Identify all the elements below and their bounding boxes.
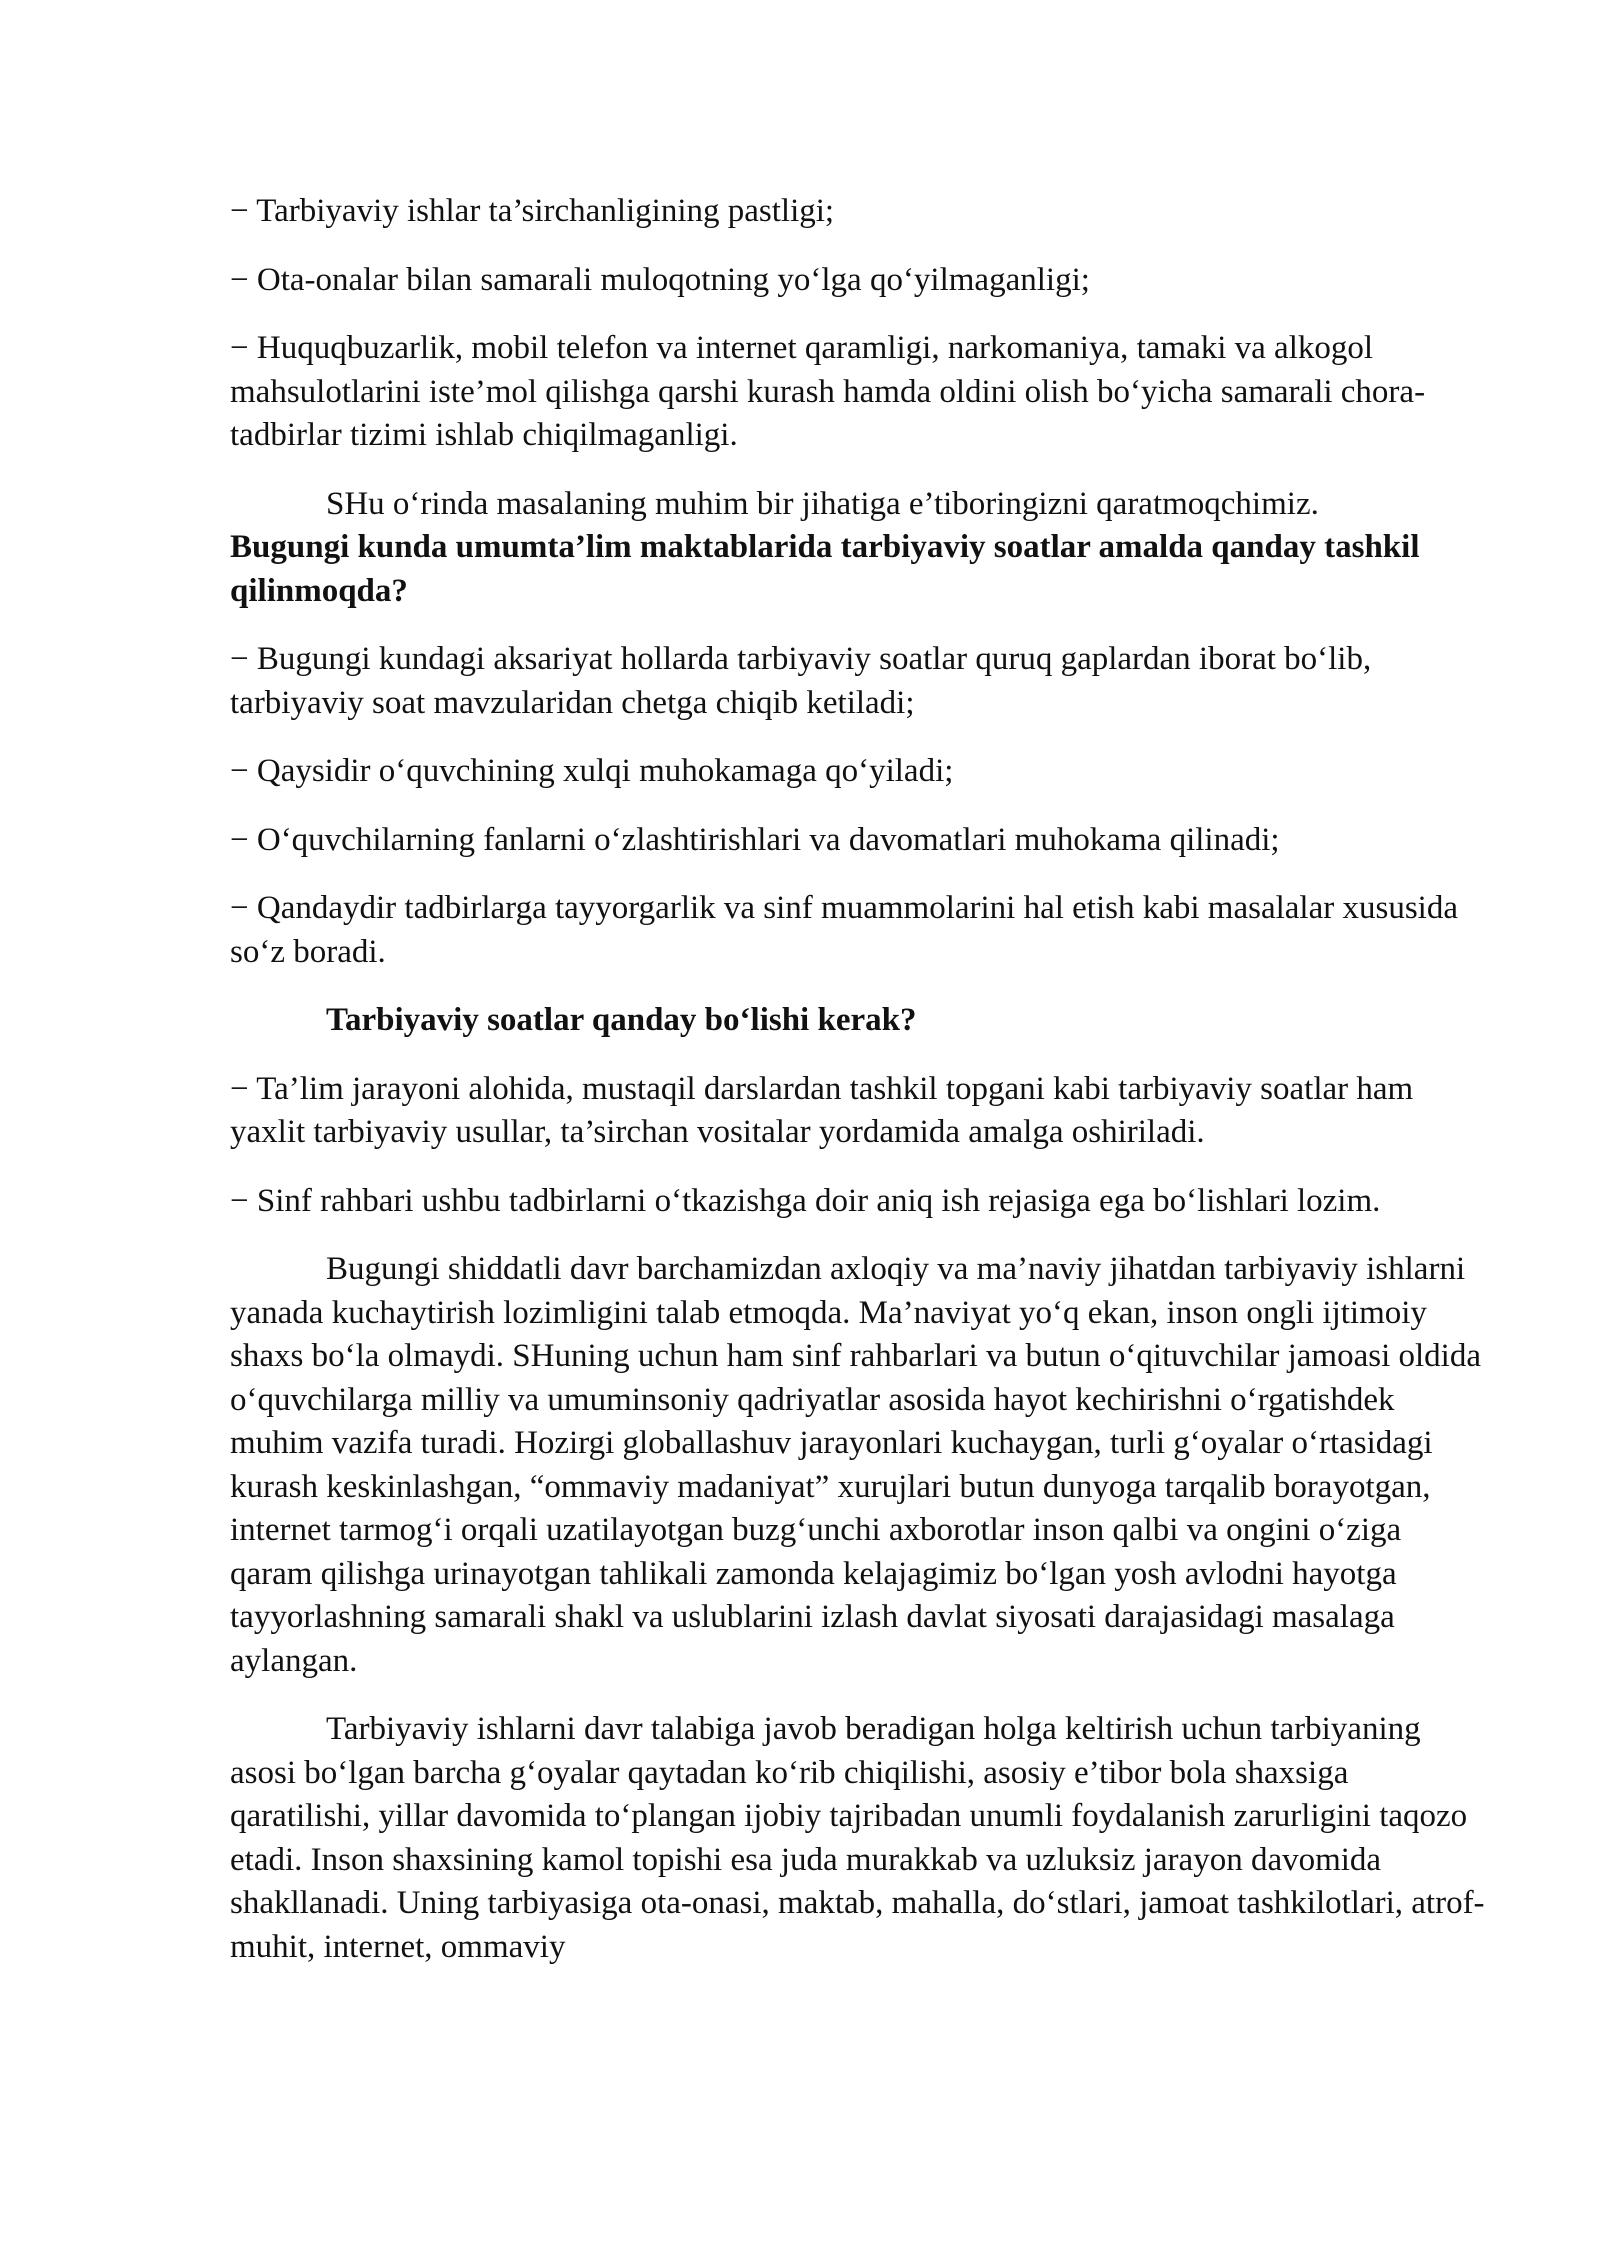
question-heading-1: Bugungi kunda umumta’lim maktablarida tarbiyaviy soatlar amalda qanday tashkil qilinmoqda? xyxy=(230,529,1420,609)
list-item-methods: − Ta’lim jarayoni alohida, mustaqil darslardan tashkil topgani kabi tarbiyaviy soatlar ham yaxlit tarbiyaviy usullar, ta’sirchan vositalar yordamida amalga oshiriladi. xyxy=(230,1070,1414,1150)
intro-paragraph xyxy=(230,483,1490,614)
list-item-attendance: − O‘quvchilarning fanlarni o‘zlashtirishlari va davomatlari muhokama qilinadi; xyxy=(230,821,1280,858)
question-heading-2: Tarbiyaviy soatlar qanday bo‘lishi kerak? xyxy=(326,1002,917,1038)
body-paragraph-2: Tarbiyaviy ishlarni davr talabiga javob beradigan holga keltirish uchun tarbiyaning asosi bo‘lgan barcha g‘oyalar qaytadan ko‘rib chiqilishi, asosiy e’tibor bola shaxsiga qaratilishi, yillar davomida to‘plangan ijobiy tajribadan unumli foydalanish zarurligini taqozo etadi. Inson shaxsining kamol topishi esa juda murakkab va uzluksiz jarayon davomida shakllanadi. Uning tarbiyasiga ota-onasi, maktab, mahalla, do‘stlari, jamoat tashkilotlari, atrof-muhit, internet, ommaviy xyxy=(230,1711,1485,1965)
list-item-preparation: − Qandaydir tadbirlarga tayyorgarlik va sinf muammolarini hal etish kabi masalalar xususida so‘z boradi. xyxy=(230,890,1458,970)
list-item-effectiveness: − Tarbiyaviy ishlar ta’sirchanligining pastligi; xyxy=(230,193,835,229)
list-item-plan: − Sinf rahbari ushbu tadbirlarni o‘tkazishga doir aniq ish rejasiga ega bo‘lishlari lozim. xyxy=(230,1182,1381,1219)
body-paragraph-1: Bugungi shiddatli davr barchamizdan axloqiy va ma’naviy jihatdan tarbiyaviy ishlarni yanada kuchaytirish lozimligini talab etmoqda. Ma’naviyat yo‘q ekan, inson ongli ijtimoiy shaxs bo‘la olmaydi. SHuning uchun ham sinf rahbarlari va butun o‘qituvchilar jamoasi oldida o‘quvchilarga milliy va umuminsoniy qadriyatlar asosida hayot kechirishni o‘rgatishdek muhim vazifa turadi. Hozirgi globallashuv jarayonlari kuchaygan, turli g‘oyalar o‘rtasidagi kurash keskinlashgan, “ommaviy madaniyat” xurujlari butun dunyoga tarqalib borayotgan, internet tarmog‘i orqali uzatilayotgan buzg‘unchi axborotlar inson qalbi va ongini o‘ziga qaram qilishga urinayotgan tahlikali zamonda kelajagimiz bo‘lgan yosh avlodni hayotga tayyorlashning samarali shakl va uslublarini izlash davlat siyosati darajasidagi masalaga aylangan. xyxy=(230,1251,1481,1679)
intro-sentence: SHu o‘rinda masalaning muhim bir jihatiga e’tiboringizni qaratmoqchimiz. xyxy=(326,485,1319,522)
list-item-offenses: − Huquqbuzarlik, mobil telefon va internet qaramligi, narkomaniya, tamaki va alkogol mahsulotlarini iste’mol qilishga qarshi kurash hamda oldini olish bo‘yicha samarali chora-tadbirlar tizimi ishlab chiqilmaganligi. xyxy=(230,330,1426,453)
document-page xyxy=(230,190,1490,1969)
list-item-empty-talk: − Bugungi kundagi aksariyat hollarda tarbiyaviy soatlar quruq gaplardan iborat bo‘lib, tarbiyaviy soat mavzularidan chetga chiqib ketiladi; xyxy=(230,641,1372,721)
list-item-parents: − Ota-onalar bilan samarali muloqotning yo‘lga qo‘yilmaganligi; xyxy=(230,261,1090,298)
list-item-behavior: − Qaysidir o‘quvchining xulqi muhokamaga qo‘yiladi; xyxy=(230,753,954,789)
